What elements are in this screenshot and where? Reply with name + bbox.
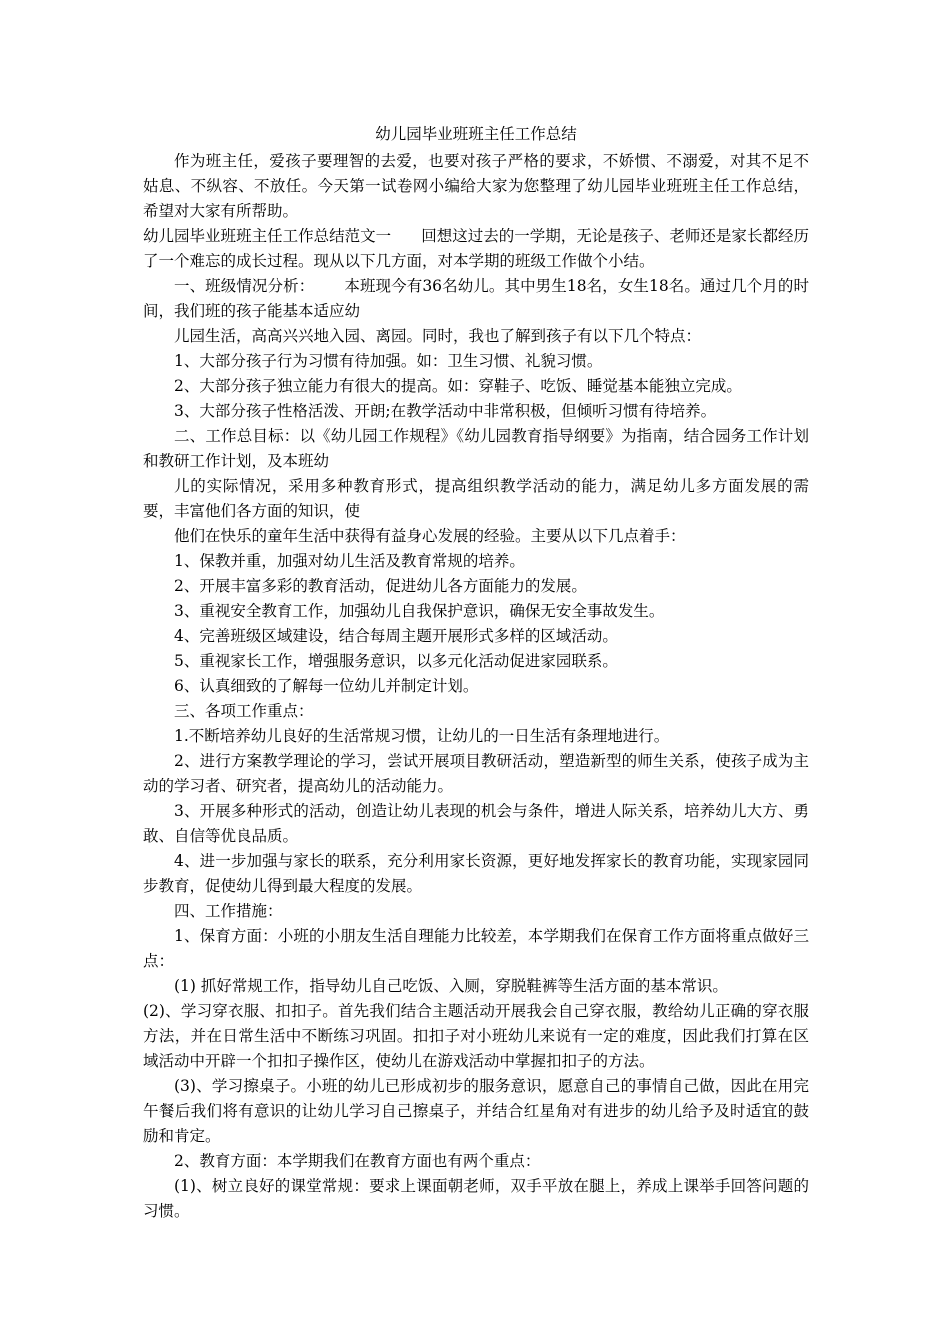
paragraph-s4-1 — [143, 924, 809, 974]
paragraph-text: 2、教育方面：本学期我们在教育方面也有两个重点： — [174, 1152, 541, 1170]
paragraph-s1 — [143, 274, 809, 324]
paragraph-s2-5 — [143, 649, 809, 674]
document-page — [143, 122, 809, 1224]
paragraph-s4-2 — [143, 1149, 809, 1174]
paragraph-text: (2)、学习穿衣服、扣扣子。首先我们结合主题活动开展我会自己穿衣服，教给幼儿正确的穿衣服方法，并在日常生活中不断练习巩固。扣扣子对小班幼儿来说有一定的难度，因此我们打算在区域活动中开辟一个扣扣子操作区，使幼儿在游戏活动中掌握扣扣子的方法。 — [143, 1002, 809, 1070]
document-body — [143, 149, 809, 1224]
paragraph-s4 — [143, 899, 809, 924]
paragraph-s2-4 — [143, 624, 809, 649]
paragraph-text: 作为班主任，爱孩子要理智的去爱，也要对孩子严格的要求，不娇惯、不溺爱，对其不足不姑息、不纵容、不放任。今天第一试卷网小编给大家为您整理了幼儿园毕业班班主任工作总结，希望对大家有所帮助。 — [143, 152, 809, 220]
paragraph-text: (1) 抓好常规工作，指导幼儿自己吃饭、入厕，穿脱鞋裤等生活方面的基本常识。 — [174, 977, 728, 995]
paragraph-text: 他们在快乐的童年生活中获得有益身心发展的经验。主要从以下几点着手： — [174, 527, 686, 545]
paragraph-sample-heading — [143, 224, 809, 274]
paragraph-s3 — [143, 699, 809, 724]
paragraph-text: 2、大部分孩子独立能力有很大的提高。如：穿鞋子、吃饭、睡觉基本能独立完成。 — [174, 377, 742, 395]
paragraph-s3-1 — [143, 724, 809, 749]
paragraph-text: 1、保教并重，加强对幼儿生活及教育常规的培养。 — [174, 552, 525, 570]
paragraph-text: 3、开展多种形式的活动，创造让幼儿表现的机会与条件，增进人际关系，培养幼儿大方、勇敢、自信等优良品质。 — [143, 802, 809, 845]
paragraph-text: 回想这过去的一学期，无论是孩子、老师还是家长都经历了一个难忘的成长过程。现从以下几方面，对本学期的班级工作做个小结。 — [143, 227, 809, 270]
paragraph-text: 1.不断培养幼儿良好的生活常规习惯，让幼儿的一日生活有条理地进行。 — [174, 727, 670, 745]
paragraph-text: 3、大部分孩子性格活泼、开朗;在教学活动中非常积极，但倾听习惯有待培养。 — [174, 402, 717, 420]
paragraph-s3-2 — [143, 749, 809, 799]
paragraph-s4-2a — [143, 1174, 809, 1224]
paragraph-s2c — [143, 524, 809, 549]
paragraph-text: 三、各项工作重点： — [174, 702, 314, 720]
paragraph-s2 — [143, 424, 809, 474]
paragraph-text: 二、工作总目标：以《幼儿园工作规程》《幼儿园教育指导纲要》为指南，结合园务工作计划和教研工作计划，及本班幼 — [143, 427, 809, 470]
paragraph-text: 1、保育方面：小班的小朋友生活自理能力比较差，本学期我们在保育工作方面将重点做好三点： — [143, 927, 809, 970]
paragraph-text: 2、进行方案教学理论的学习，尝试开展项目教研活动，塑造新型的师生关系，使孩子成为主动的学习者、研究者，提高幼儿的活动能力。 — [143, 752, 809, 795]
paragraph-text: 4、进一步加强与家长的联系，充分利用家长资源，更好地发挥家长的教育功能，实现家园同步教育，促使幼儿得到最大程度的发展。 — [143, 852, 809, 895]
paragraph-text: 3、重视安全教育工作，加强幼儿自我保护意识，确保无安全事故发生。 — [174, 602, 665, 620]
paragraph-text: 儿的实际情况，采用多种教育形式，提高组织教学活动的能力，满足幼儿多方面发展的需要，丰富他们各方面的知识，使 — [143, 477, 809, 520]
paragraph-text: 本班现今有36名幼儿。其中男生18名，女生18名。通过几个月的时间，我们班的孩子能基本适应幼 — [143, 277, 809, 320]
paragraph-s1-1 — [143, 349, 809, 374]
paragraph-s4-1b — [143, 999, 809, 1074]
paragraph-text: 6、认真细致的了解每一位幼儿并制定计划。 — [174, 677, 479, 695]
paragraph-lead: 一、班级情况分析： — [174, 277, 315, 295]
paragraph-text: 儿园生活，高高兴兴地入园、离园。同时，我也了解到孩子有以下几个特点： — [174, 327, 702, 345]
paragraph-s3-4 — [143, 849, 809, 899]
paragraph-s2-1 — [143, 549, 809, 574]
paragraph-s1-2 — [143, 374, 809, 399]
paragraph-s2-2 — [143, 574, 809, 599]
paragraph-s2-6 — [143, 674, 809, 699]
paragraph-text: 1、大部分孩子行为习惯有待加强。如：卫生习惯、礼貌习惯。 — [174, 352, 603, 370]
paragraph-text: 5、重视家长工作，增强服务意识，以多元化活动促进家园联系。 — [174, 652, 618, 670]
paragraph-text: 2、开展丰富多彩的教育活动，促进幼儿各方面能力的发展。 — [174, 577, 587, 595]
paragraph-s3-3 — [143, 799, 809, 849]
paragraph-lead: 幼儿园毕业班班主任工作总结范文一 — [143, 227, 392, 245]
paragraph-s1-3 — [143, 399, 809, 424]
paragraph-text: 4、完善班级区域建设，结合每周主题开展形式多样的区域活动。 — [174, 627, 618, 645]
paragraph-s2b — [143, 474, 809, 524]
paragraph-text: (3)、学习擦桌子。小班的幼儿已形成初步的服务意识，愿意自己的事情自己做，因此在用完午餐后我们将有意识的让幼儿学习自己擦桌子，并结合红星角对有进步的幼儿给予及时适宜的鼓励和肯定。 — [143, 1077, 809, 1145]
paragraph-s1b — [143, 324, 809, 349]
paragraph-s4-1c — [143, 1074, 809, 1149]
paragraph-s4-1a — [143, 974, 809, 999]
paragraph-text: (1)、树立良好的课堂常规：要求上课面朝老师，双手平放在腿上，养成上课举手回答问题的习惯。 — [143, 1177, 809, 1220]
document-title: 幼儿园毕业班班主任工作总结 — [375, 125, 577, 143]
paragraph-intro — [143, 149, 809, 224]
paragraph-s2-3 — [143, 599, 809, 624]
paragraph-text: 四、工作措施： — [174, 902, 283, 920]
